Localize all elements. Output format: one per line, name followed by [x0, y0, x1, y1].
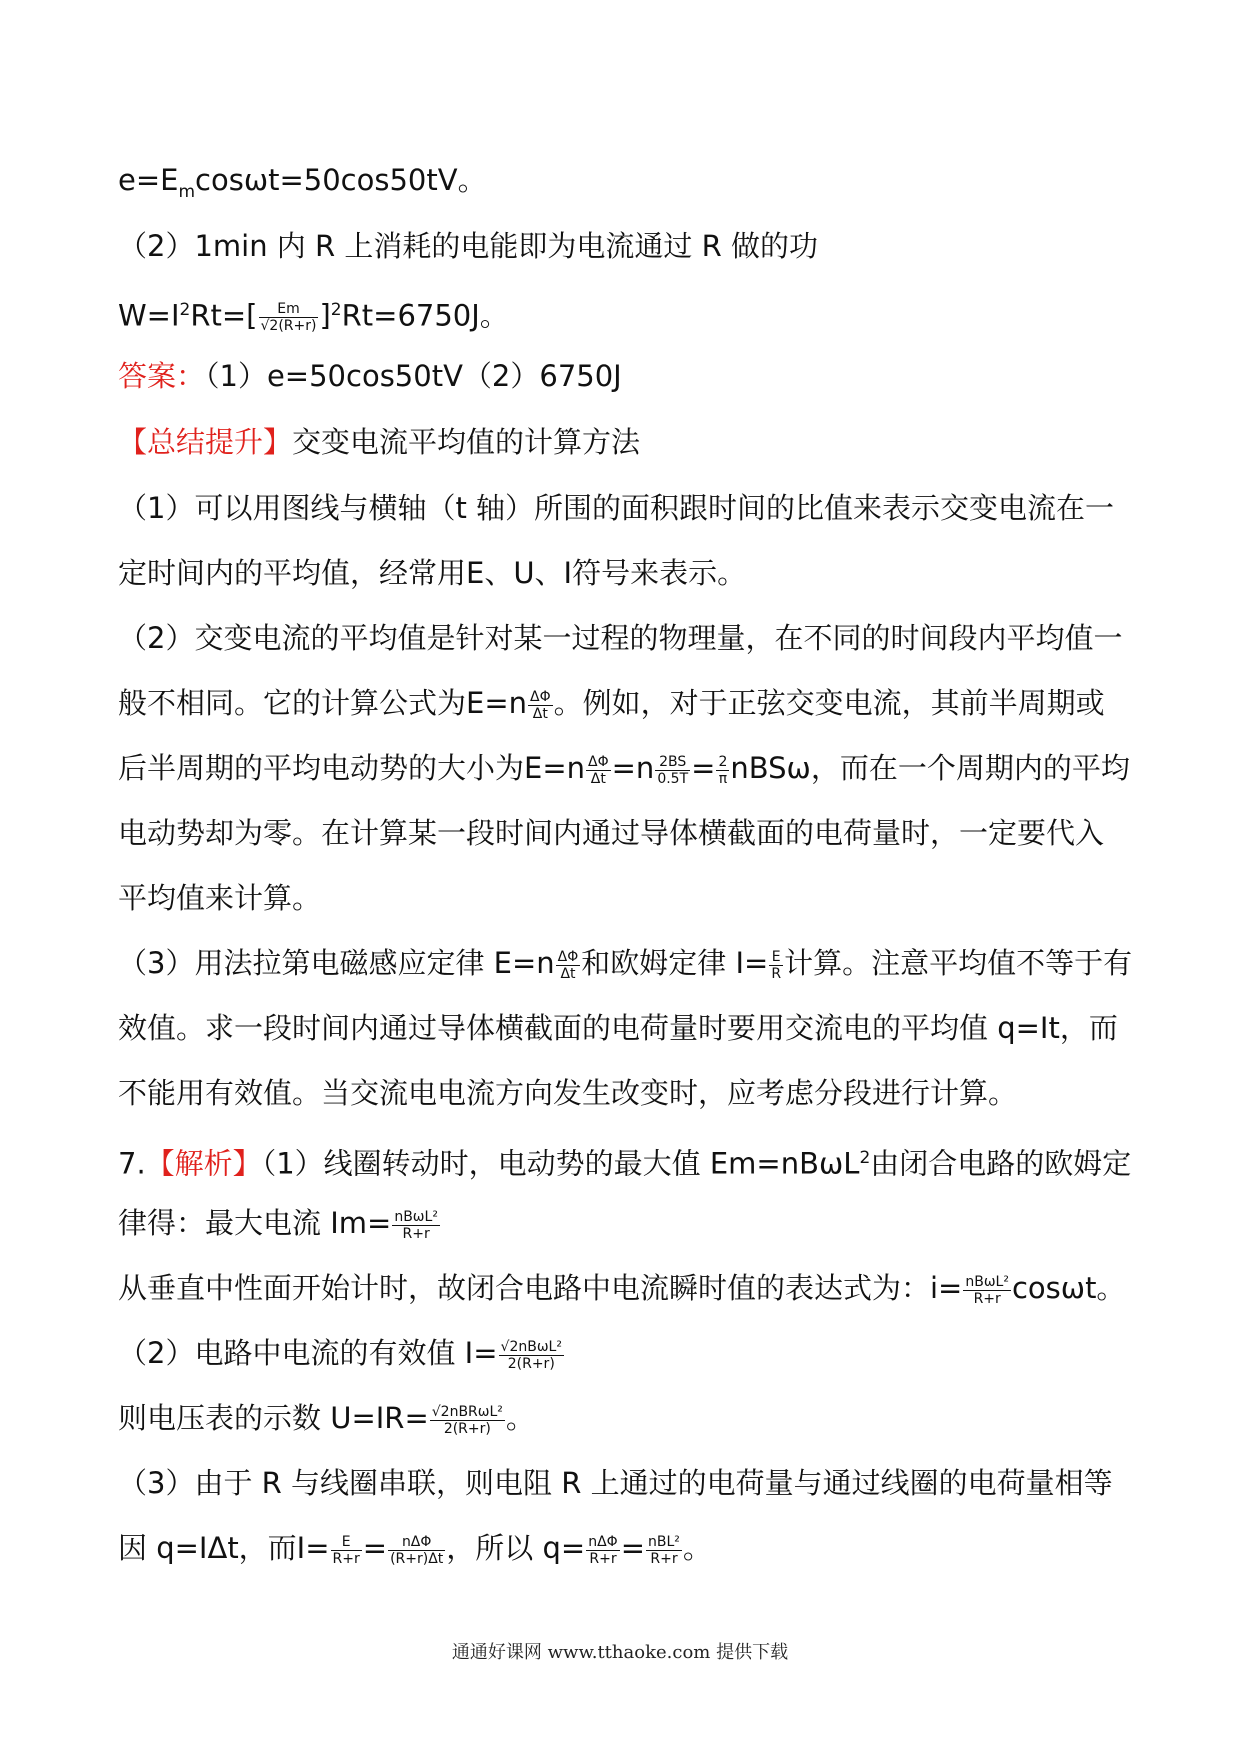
answer-label: 答案：	[118, 359, 206, 393]
fraction: $\frac{\text{nBωL²}}{R+r}$	[394, 1208, 438, 1242]
fraction: $\frac{Em}{√2(R+r)}$	[260, 301, 317, 335]
fraction: $\frac{E}{R+r}$	[332, 1533, 360, 1567]
formula-line-w: $W=I^2Rt=$[ $\frac{Em}{√2(R+r)}$ ]$^2$Rt=6750J。	[118, 298, 509, 335]
text-line: 则电压表的示数 U=IR= $\frac{\text{√2nBRωL²}}{2(R+r)}$ 。	[118, 1401, 535, 1437]
text-line: 从垂直中性面开始计时，故闭合电路中电流瞬时值的表达式为：i= $\frac{\text{nBωL²}}{R+r}$ cosωt。	[118, 1271, 1126, 1307]
text-line: 平均值来计算。	[118, 881, 322, 915]
text-line: （2）交变电流的平均值是针对某一过程的物理量，在不同的时间段内平均值一	[118, 621, 1123, 655]
text-line: （2）1min 内 R 上消耗的电能即为电流通过 R 做的功	[118, 229, 818, 263]
fraction: $\frac{\text{nΔΦ}}{R+r}$	[588, 1533, 618, 1567]
summary-label: 【总结提升】	[118, 425, 293, 459]
text-line: 效值。求一段时间内通过导体横截面的电荷量时要用交流电的平均值 q=It，而	[118, 1011, 1118, 1045]
text-line: 般不相同。它的计算公式为E=n $\frac{\Delta\Phi}{\Delta t}$ 。例如，对于正弦交变电流，其前半周期或	[118, 686, 1105, 722]
text-line: 律得：最大电流 Im= $\frac{\text{nBωL²}}{R+r}$	[118, 1206, 438, 1242]
answer-line: 答案：（1）e=50cos50tV（2）6750J	[118, 359, 622, 393]
fraction: $\frac{2}{\pi}$	[718, 753, 728, 787]
fraction: $\frac{\Delta\Phi}{\Delta t}$	[530, 688, 551, 722]
fraction: $\frac{\text{nBL²}}{R+r}$	[648, 1533, 680, 1567]
text-line: （3）用法拉第电磁感应定律 E=n $\frac{\Delta\Phi}{\Delta t}$ 和欧姆定律 I= $\frac{E}{R}$ 计算。注意平均值不等于有	[118, 946, 1133, 982]
text-line: 因 q=IΔt，而I= $\frac{E}{R+r}$ = $\frac{\text{nΔΦ}}{(R+r)\Delta t}$ ，所以 q= $\frac{\text{nΔΦ}}{R+r}$ = $\frac{\text{nBL²}}{R+r}$ 。	[118, 1531, 712, 1567]
text-line: 后半周期的平均电动势的大小为E=n $\frac{\Delta\Phi}{\Delta t}$ =n $\frac{2BS}{0.5T}$ = $\frac{2}{\pi}$ nBSω，而在一个周期内的平均	[118, 751, 1130, 787]
fraction: $\frac{\text{√2nBRωL²}}{2(R+r)}$	[431, 1403, 503, 1437]
analysis-label: 【解析】	[145, 1146, 262, 1181]
question-7-line: 7.【解析】（1）线圈转动时，电动势的最大值 Em=nBωL$^2$由闭合电路的欧姆定	[118, 1146, 1132, 1181]
text-line: 定时间内的平均值，经常用E、U、I符号来表示。	[118, 556, 747, 590]
text-line: 不能用有效值。当交流电电流方向发生改变时，应考虑分段进行计算。	[118, 1076, 1018, 1110]
text-line: （3）由于 R 与线圈串联，则电阻 R 上通过的电荷量与通过线圈的电荷量相等	[118, 1466, 1113, 1500]
summary-heading: 【总结提升】交变电流平均值的计算方法	[118, 425, 641, 459]
fraction: $\frac{2BS}{0.5T}$	[657, 753, 689, 787]
page-footer: 通通好课网 www.tthaoke.com 提供下载	[451, 1642, 789, 1663]
text-line: （1）可以用图线与横轴（t 轴）所围的面积跟时间的比值来表示交变电流在一	[118, 491, 1115, 525]
formula-line-e: $e=E_m\cos\omega t=50\cos 50tV$。	[118, 163, 487, 202]
fraction: $\frac{\Delta\Phi}{\Delta t}$	[588, 753, 609, 787]
fraction: $\frac{\text{nBωL²}}{R+r}$	[965, 1273, 1009, 1307]
fraction: $\frac{E}{R}$	[771, 948, 782, 982]
fraction: $\frac{\text{nΔΦ}}{(R+r)\Delta t}$	[390, 1533, 444, 1567]
fraction: $\frac{\text{√2nBωL²}}{2(R+r)}$	[500, 1338, 562, 1372]
text-line: 电动势却为零。在计算某一段时间内通过导体横截面的电荷量时，一定要代入	[118, 816, 1105, 850]
text-line: （2）电路中电流的有效值 I= $\frac{\text{√2nBωL²}}{2(R+r)}$	[118, 1336, 562, 1372]
fraction: $\frac{\Delta\Phi}{\Delta t}$	[557, 948, 579, 982]
